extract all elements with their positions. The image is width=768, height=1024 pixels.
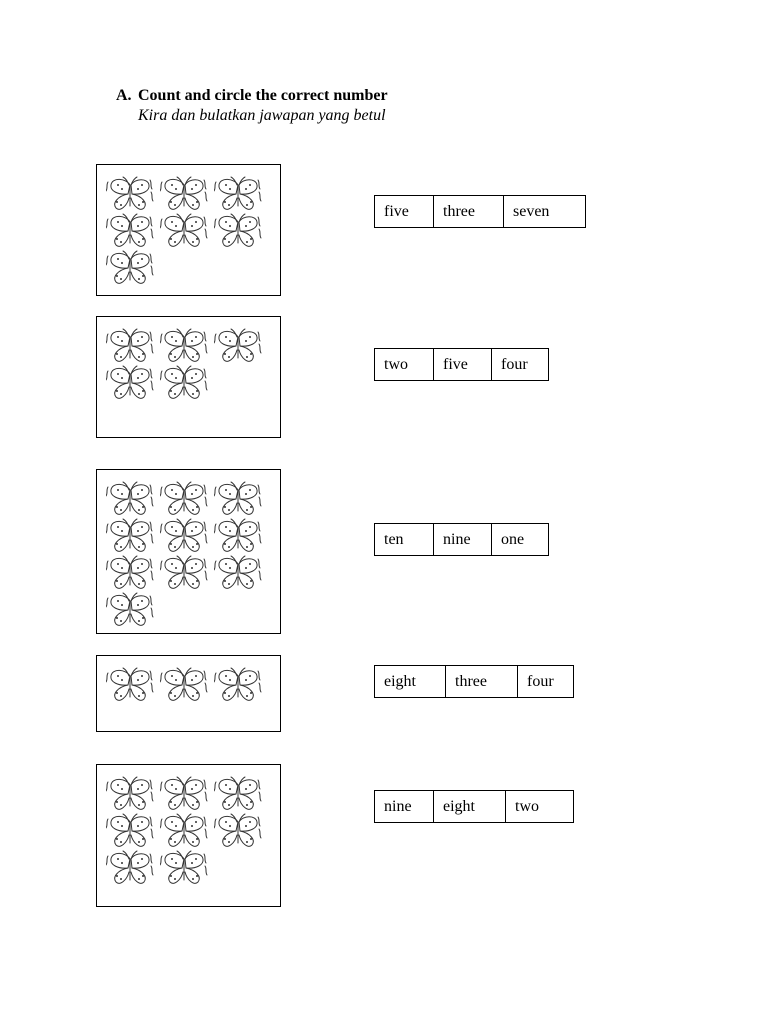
answer-row [374,523,549,556]
answer-option-seven[interactable]: seven [503,196,585,227]
butterfly-icon [214,479,262,519]
answer-option-nine[interactable]: nine [433,524,491,555]
section-marker: A. [116,87,132,104]
section-title-text: Count and circle the correct number [138,87,388,104]
answer-option-one[interactable]: one [491,524,548,555]
butterfly-icon [214,326,262,366]
butterfly-icon [214,516,262,556]
butterfly-icon [106,479,154,519]
butterfly-icon [160,479,208,519]
butterfly-icon [106,590,154,630]
butterfly-icon [214,553,262,593]
answer-option-two[interactable]: two [505,791,573,822]
butterfly-icon [106,363,154,403]
butterfly-icon [106,326,154,366]
butterfly-icon [106,774,154,814]
butterfly-icon [106,174,154,214]
answer-row [374,665,574,698]
answer-option-ten[interactable]: ten [384,531,404,548]
answer-option-four[interactable]: four [517,666,573,697]
answer-option-two[interactable]: two [384,356,408,373]
butterfly-icon [160,326,208,366]
butterfly-icon [214,774,262,814]
butterfly-icon [160,848,208,888]
answer-option-three[interactable]: three [433,196,503,227]
butterfly-icon [214,811,262,851]
butterfly-icon [214,665,262,705]
butterfly-icon [106,811,154,851]
butterfly-icon [160,516,208,556]
butterfly-icon [106,553,154,593]
picture-box [96,764,281,907]
butterfly-icon [160,665,208,705]
butterfly-icon [160,174,208,214]
picture-box [96,316,281,438]
butterfly-icon [160,811,208,851]
picture-box [96,655,281,732]
answer-option-nine[interactable]: nine [384,798,412,815]
section-subtitle: Kira dan bulatkan jawapan yang betul [138,107,386,124]
answer-option-four[interactable]: four [491,349,548,380]
answer-row [374,790,574,823]
answer-option-five[interactable]: five [384,203,409,220]
section-title [116,86,388,106]
butterfly-icon [160,553,208,593]
butterfly-icon [160,211,208,251]
picture-box [96,164,281,296]
butterfly-icon [106,665,154,705]
butterfly-icon [106,516,154,556]
answer-option-five[interactable]: five [433,349,491,380]
answer-option-three[interactable]: three [445,666,517,697]
answer-row [374,195,586,228]
butterfly-icon [106,248,154,288]
butterfly-icon [106,211,154,251]
butterfly-icon [214,211,262,251]
answer-option-eight[interactable]: eight [384,673,416,690]
picture-box [96,469,281,634]
butterfly-icon [214,174,262,214]
butterfly-icon [106,848,154,888]
answer-row [374,348,549,381]
butterfly-icon [160,363,208,403]
answer-option-eight[interactable]: eight [433,791,505,822]
section-header [116,86,388,126]
butterfly-icon [160,774,208,814]
